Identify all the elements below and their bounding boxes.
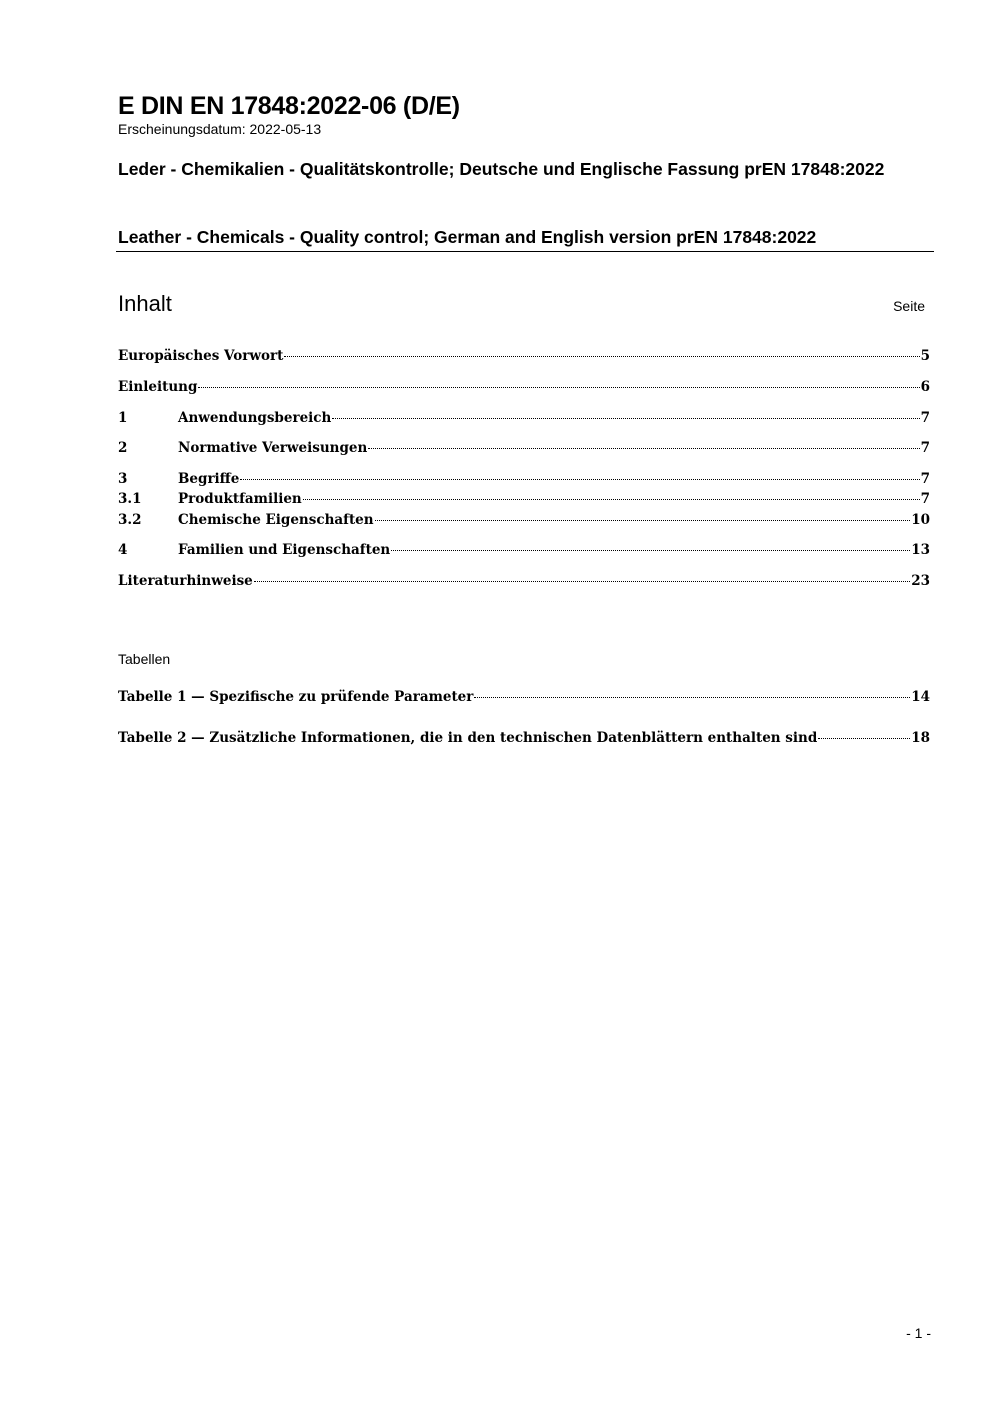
toc-entry-title: Europäisches Vorwort xyxy=(118,348,284,364)
toc-entry-number: 1 xyxy=(118,410,128,426)
toc-leader-dots xyxy=(284,356,919,357)
toc-leader-dots xyxy=(368,448,919,449)
toc-entry-page: 13 xyxy=(911,542,930,558)
toc-entry-introduction[interactable] xyxy=(118,379,930,399)
document-id: E DIN EN 17848:2022-06 (D/E) xyxy=(118,92,460,120)
tables-heading: Tabellen xyxy=(118,651,171,667)
toc-leader-dots xyxy=(391,550,910,551)
toc-entry-page: 10 xyxy=(911,512,930,528)
toc-entry-families-properties[interactable] xyxy=(118,542,930,562)
toc-entry-title: Literaturhinweise xyxy=(118,573,253,589)
toc-entry-number: 2 xyxy=(118,440,128,456)
toc-entry-page: 14 xyxy=(911,689,930,705)
toc-entry-page: 18 xyxy=(911,730,930,746)
toc-entry-bibliography[interactable] xyxy=(118,573,930,593)
toc-entry-page: 7 xyxy=(920,440,930,456)
toc-leader-dots xyxy=(303,499,920,500)
toc-entry-title: Familien und Eigenschaften xyxy=(178,542,391,558)
toc-entry-page: 7 xyxy=(920,410,930,426)
toc-leader-dots xyxy=(254,581,910,582)
publication-date: Erscheinungsdatum: 2022-05-13 xyxy=(118,121,322,137)
toc-entry-page: 7 xyxy=(920,491,930,507)
toc-entry-terms[interactable] xyxy=(118,471,930,491)
toc-entry-title: Normative Verweisungen xyxy=(178,440,368,456)
toc-leader-dots xyxy=(474,697,910,698)
toc-page-column-label: Seite xyxy=(893,298,925,314)
toc-entry-number: 4 xyxy=(118,542,128,558)
toc-entry-number: 3.2 xyxy=(118,512,142,528)
toc-leader-dots xyxy=(240,479,919,480)
toc-entry-page: 7 xyxy=(920,471,930,487)
toc-entry-number: 3.1 xyxy=(118,491,142,507)
toc-heading: Inhalt xyxy=(118,291,172,316)
page-number: - 1 - xyxy=(906,1325,931,1341)
toc-leader-dots xyxy=(375,520,911,521)
toc-leader-dots xyxy=(332,418,919,419)
toc-entry-chemical-properties[interactable] xyxy=(118,512,930,532)
toc-entry-title: Chemische Eigenschaften xyxy=(178,512,374,528)
toc-entry-table-1[interactable] xyxy=(118,689,930,709)
toc-entry-title: Tabelle 2 — Zusätzliche Informationen, die in den technischen Datenblättern enthalten sind xyxy=(118,730,818,746)
toc-entry-product-families[interactable] xyxy=(118,491,930,511)
toc-entry-page: 23 xyxy=(911,573,930,589)
title-divider xyxy=(116,251,934,252)
toc-entry-title: Einleitung xyxy=(118,379,198,395)
toc-entry-title: Tabelle 1 — Spezifische zu prüfende Parameter xyxy=(118,689,474,705)
toc-leader-dots xyxy=(198,387,919,388)
toc-entry-title: Begriffe xyxy=(178,471,240,487)
toc-leader-dots xyxy=(818,738,910,739)
toc-entry-number: 3 xyxy=(118,471,128,487)
title-german: Leder - Chemikalien - Qualitätskontrolle; Deutsche und Englische Fassung prEN 17848:2022 xyxy=(118,159,885,179)
toc-entry-table-2[interactable] xyxy=(118,730,930,750)
toc-entry-title: Produktfamilien xyxy=(178,491,302,507)
toc-entry-normative-references[interactable] xyxy=(118,440,930,460)
title-english: Leather - Chemicals - Quality control; German and English version prEN 17848:2022 xyxy=(118,227,817,247)
toc-entry-title: Anwendungsbereich xyxy=(178,410,332,426)
toc-entry-page: 5 xyxy=(920,348,930,364)
toc-entry-foreword[interactable] xyxy=(118,348,930,368)
toc-entry-scope[interactable] xyxy=(118,410,930,430)
toc-entry-page: 6 xyxy=(920,379,930,395)
